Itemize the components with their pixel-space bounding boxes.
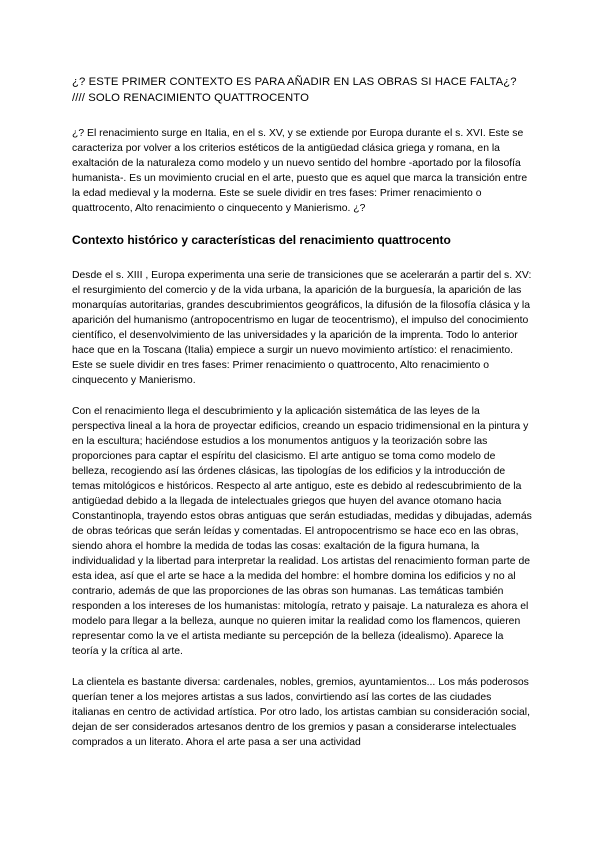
paragraph-clientele: La clientela es bastante diversa: cardenales, nobles, gremios, ayuntamientos... Los más poderosos querían tener a los mejores artistas a sus lados, convirtiendo así las cortes de las ciudades italianas en centro de actividad artística. Por otro lado, los artistas cambian su consideración social, dejan de ser considerados artesanos dentro de los gremios y pasan a considerarse intelectuales comprados a un literato. Ahora el arte pasa a ser una actividad <box>72 677 530 748</box>
document-body <box>72 74 532 766</box>
paragraph-perspective-and-antiquity: Con el renacimiento llega el descubrimiento y la aplicación sistemática de las leyes de la perspectiva lineal a la hora de proyectar edificios, creando un espacio tridimensional en la pintura y en la escultura; haciéndose estudios a los monumentos antiguos y la teorización sobre las proporciones para captar el espíritu del clasicismo. El arte antiguo se toma como modelo de belleza, recogiendo así las órdenes clásicas, las tipologías de los edificios y la introducción de temas mitológicos e históricos. Respecto al arte antiguo, este es debido al redescubrimiento de la antigüedad debido a la llegada de intelectuales griegos que huyen del avance otomano hacia Constantinopla, trayendo estos obras antiguas que serán estudiadas, medidas y dibujadas, además de obras teóricas que serán leídas y comentadas. El antropocentrismo se hace eco en las obras, siendo ahora el hombre la medida de todas las cosas: exaltación de la figura humana, la individualidad y la libertad para interpretar la realidad. Los artistas del renacimiento forman parte de esta idea, así que el arte se hace a la medida del hombre: el hombre domina los edificios y no al contrario, además de que las proporciones de las obras son humanas. Las temáticas también responden a los intereses de los humanistas: mitología, retrato y paisaje. La naturaleza es ahora el modelo para llegar a la belleza, aunque no quieren imitar la realidad como los flamencos, quieren representar como la ve el artista mediante su percepción de la belleza (idealismo). Aparece la teoría y la crítica al arte. <box>72 406 532 657</box>
section-heading: Contexto histórico y características del renacimiento quattrocento <box>72 233 451 247</box>
paragraph-historical-context: Desde el s. XIII , Europa experimenta una serie de transiciones que se acelerarán a partir del s. XV: el resurgimiento del comercio y de la vida urbana, la aparición de la burguesía, la aparición de las monarquías autoritarias, grandes descubrimientos geográficos, la difusión de la filosofía clásica y la aparición del humanismo (antropocentrismo en lugar de teocentrismo), el impulso del conocimiento científico, el desenvolvimiento de las universidades y la aparición de la imprenta. Todo lo anterior hace que en la Toscana (Italia) empiece a surgir un nuevo movimiento artístico: el renacimiento. Este se suele dividir en tres fases: Primer renacimiento o quattrocento, Alto renacimiento o cinquecento y Manierismo. <box>72 270 532 386</box>
intro-paragraph: ¿? El renacimiento surge en Italia, en el s. XV, y se extiende por Europa durante el s. XVI. Este se caracteriza por volver a los criterios estéticos de la antigüedad clásica griega y romana, en la exaltación de la naturaleza como modelo y un nuevo sentido del hombre -aportado por la filosofía humanista-. Es un movimiento crucial en el arte, puesto que es aquel que marca la transición entre la edad medieval y la moderna. Este se suele dividir en tres fases: Primer renacimiento o quattrocento, Alto renacimiento o cinquecento y Manierismo. ¿? <box>72 128 528 214</box>
document-title: ¿? ESTE PRIMER CONTEXTO ES PARA AÑADIR EN LAS OBRAS SI HACE FALTA¿? //// SOLO RENACIMIENTO QUATTROCENTO <box>72 76 517 104</box>
